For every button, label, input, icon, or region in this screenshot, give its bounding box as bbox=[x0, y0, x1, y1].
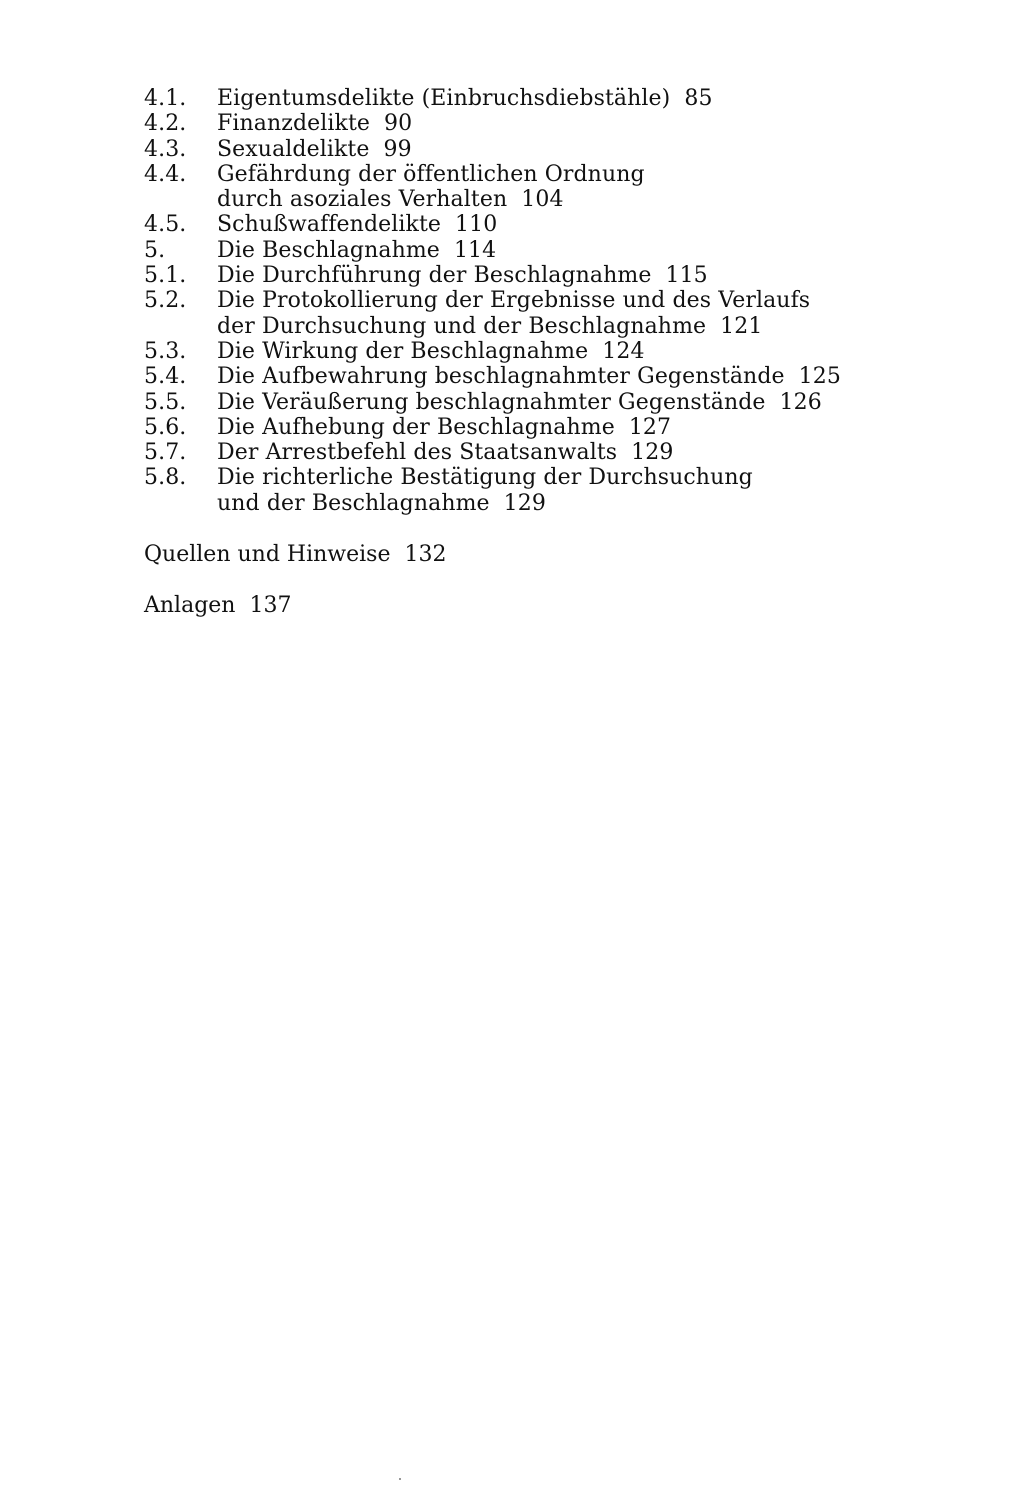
toc-entry-body bbox=[217, 111, 924, 136]
toc-entry-number: 5.8. bbox=[144, 465, 187, 491]
table-of-contents bbox=[144, 86, 924, 516]
toc-entry-body bbox=[217, 288, 924, 339]
toc-entry-body bbox=[217, 390, 924, 415]
toc-entry-page: 90 bbox=[384, 111, 413, 137]
toc-entry-body bbox=[217, 339, 924, 364]
toc-entry bbox=[144, 111, 924, 136]
toc-entry-anlagen bbox=[144, 593, 291, 618]
toc-entry-title-line bbox=[217, 86, 924, 111]
toc-entry-body bbox=[217, 86, 924, 111]
toc-entry-number: 5.6. bbox=[144, 414, 187, 440]
toc-entry-page: 137 bbox=[249, 593, 292, 618]
toc-entry-page: 125 bbox=[798, 364, 841, 390]
toc-entry-page: 127 bbox=[628, 414, 672, 440]
toc-entry-title: Schußwaffendelikte bbox=[217, 212, 442, 238]
toc-entry-title: Die Beschlagnahme bbox=[217, 237, 440, 263]
toc-entry-number: 4.4. bbox=[144, 161, 187, 187]
toc-entry-body bbox=[217, 440, 924, 465]
toc-entry-title-line bbox=[217, 364, 924, 389]
toc-entry-page: 132 bbox=[404, 542, 447, 567]
toc-entry-title: Die Aufhebung der Beschlagnahme bbox=[217, 414, 615, 440]
toc-entry-title-line bbox=[217, 288, 924, 313]
toc-entry-title-line bbox=[217, 491, 924, 516]
toc-entry-title-line bbox=[217, 263, 924, 288]
scan-speck bbox=[399, 1478, 401, 1480]
toc-entry-title: Quellen und Hinweise bbox=[144, 542, 391, 567]
toc-entry-title: Die Aufbewahrung beschlagnahmter Gegenstände bbox=[217, 364, 785, 390]
toc-entry bbox=[144, 339, 924, 364]
toc-entry-title-line bbox=[217, 339, 924, 364]
toc-entry bbox=[144, 390, 924, 415]
toc-entry-title-line bbox=[217, 137, 924, 162]
toc-entry-body bbox=[217, 364, 924, 389]
toc-entry-title-line bbox=[217, 314, 924, 339]
toc-entry-title: Die Wirkung der Beschlagnahme bbox=[217, 338, 589, 364]
toc-entry-title: der Durchsuchung und der Beschlagnahme bbox=[217, 313, 707, 339]
toc-entry-title-line bbox=[217, 465, 924, 490]
toc-entry-body bbox=[217, 238, 924, 263]
toc-entry-page: 110 bbox=[455, 212, 498, 238]
toc-entry-number: 5.4. bbox=[144, 364, 187, 390]
toc-entry-quellen bbox=[144, 542, 446, 567]
toc-entry-page: 121 bbox=[720, 313, 763, 339]
toc-entry-title: Die Protokollierung der Ergebnisse und des Verlaufs bbox=[217, 288, 811, 314]
toc-entry-page: 115 bbox=[665, 263, 708, 289]
toc-entry-title: Die Veräußerung beschlagnahmter Gegenstände bbox=[217, 389, 766, 415]
toc-entry-body bbox=[217, 212, 924, 237]
toc-entry bbox=[144, 162, 924, 213]
toc-entry-number: 5.5. bbox=[144, 389, 187, 415]
toc-entry-title-line bbox=[217, 238, 924, 263]
toc-entry-number: 4.2. bbox=[144, 111, 187, 137]
toc-entry-number: 4.5. bbox=[144, 212, 187, 238]
toc-entry-page: 129 bbox=[503, 490, 546, 516]
toc-entry-title-line bbox=[217, 111, 924, 136]
toc-entry bbox=[144, 86, 924, 111]
toc-entry-number: 4.3. bbox=[144, 136, 187, 162]
toc-entry-number: 5. bbox=[144, 237, 166, 263]
toc-entry-page: 99 bbox=[383, 136, 412, 162]
toc-entry-title-line bbox=[217, 415, 924, 440]
toc-entry-title: durch asoziales Verhalten bbox=[217, 187, 508, 213]
toc-entry-title: und der Beschlagnahme bbox=[217, 490, 490, 516]
toc-entry-body bbox=[217, 162, 924, 213]
toc-entry bbox=[144, 212, 924, 237]
toc-entry-body bbox=[217, 465, 924, 516]
toc-entry bbox=[144, 238, 924, 263]
toc-entry bbox=[144, 137, 924, 162]
toc-entry-title: Sexualdelikte bbox=[217, 136, 370, 162]
toc-entry-body bbox=[217, 415, 924, 440]
toc-entry bbox=[144, 465, 924, 516]
toc-entry-title: Eigentumsdelikte (Einbruchsdiebstähle) bbox=[217, 86, 671, 111]
toc-entry-title: Anlagen bbox=[144, 593, 236, 618]
toc-entry-number: 5.1. bbox=[144, 263, 187, 289]
toc-entry-title-line bbox=[217, 440, 924, 465]
toc-entry-number: 5.7. bbox=[144, 440, 187, 466]
toc-entry bbox=[144, 440, 924, 465]
toc-entry-body bbox=[217, 263, 924, 288]
toc-entry-title: Finanzdelikte bbox=[217, 111, 371, 137]
toc-entry bbox=[144, 288, 924, 339]
toc-entry-page: 126 bbox=[779, 389, 822, 415]
toc-entry-title: Der Arrestbefehl des Staatsanwalts bbox=[217, 440, 618, 466]
toc-entry-page: 124 bbox=[602, 338, 645, 364]
toc-entry-body bbox=[217, 137, 924, 162]
toc-entry-title-line bbox=[217, 390, 924, 415]
toc-entry bbox=[144, 263, 924, 288]
toc-entry bbox=[144, 415, 924, 440]
toc-entry-number: 4.1. bbox=[144, 86, 187, 111]
toc-entry-page: 114 bbox=[453, 237, 497, 263]
toc-entry-title: Die Durchführung der Beschlagnahme bbox=[217, 263, 652, 289]
toc-entry-title: Die richterliche Bestätigung der Durchsuchung bbox=[217, 465, 753, 491]
toc-entry bbox=[144, 364, 924, 389]
toc-entry-number: 5.3. bbox=[144, 338, 187, 364]
toc-entry-page: 104 bbox=[521, 187, 564, 213]
toc-entry-title-line bbox=[217, 212, 924, 237]
toc-entry-title-line bbox=[217, 162, 924, 187]
toc-entry-number: 5.2. bbox=[144, 288, 187, 314]
toc-entry-page: 85 bbox=[684, 86, 713, 111]
toc-entry-page: 129 bbox=[631, 440, 674, 466]
toc-entry-title-line bbox=[217, 187, 924, 212]
toc-entry-title: Gefährdung der öffentlichen Ordnung bbox=[217, 161, 645, 187]
